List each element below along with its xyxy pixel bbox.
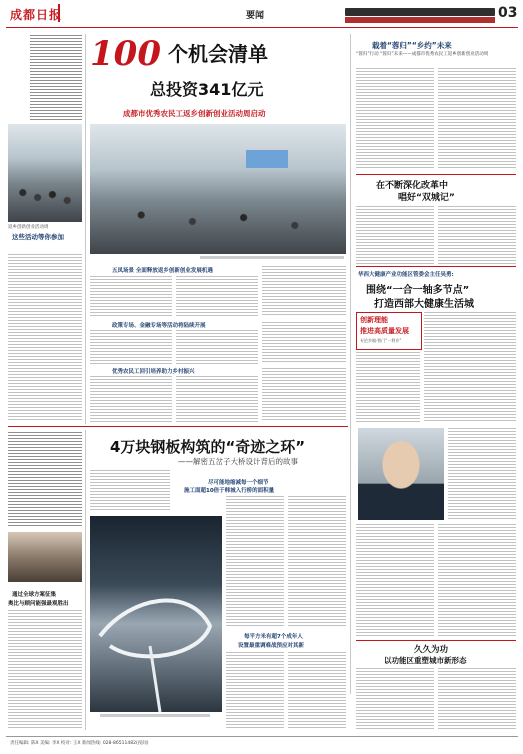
health-box-line-2: 推进高质量发展 xyxy=(360,327,409,335)
reform-sub: 唱好“双城记” xyxy=(398,193,455,203)
reform-text-a xyxy=(356,206,434,264)
bottom-right-text-b xyxy=(438,668,516,730)
steel-text-b xyxy=(226,496,284,628)
bottom-right-sub: 以功能区重塑城市新形态 xyxy=(384,656,467,665)
bottom-right-text-a xyxy=(356,668,434,730)
right-divider-2 xyxy=(356,266,516,267)
header-rule xyxy=(6,27,518,28)
column-divider-main xyxy=(350,34,351,694)
health-text-a xyxy=(424,312,516,422)
masthead-logo: 成都日报 xyxy=(10,8,63,22)
right-divider-3 xyxy=(356,640,516,641)
left-lower-photo xyxy=(8,532,82,582)
right-sub: “蓉归”行动 “蓉归”未来——成都市优秀农民工返乡创新创业活动周 xyxy=(356,52,489,57)
lead-text-3a xyxy=(90,376,172,422)
lead-title-number: 100 xyxy=(90,34,161,74)
right-kicker: 载着“蓉归”“乡约”未来 xyxy=(372,41,452,50)
health-text-c xyxy=(448,428,516,520)
left-lower-text-1 xyxy=(8,432,82,528)
lead-section-head-1: 五凤场景 全面释放返乡创新创业发展机遇 xyxy=(112,268,213,274)
left-lower-text-2 xyxy=(8,610,82,730)
header-info-bar xyxy=(345,8,495,16)
health-box-line-1: 创新理能 xyxy=(360,316,388,324)
lead-text-1b xyxy=(176,276,258,316)
lead-text-3c xyxy=(262,368,346,422)
left-lower-head: 通过全球方案征集 xyxy=(12,592,57,598)
steel-text-d xyxy=(226,652,284,730)
steel-subhead-1: 尽可能地缩减每一个细节 xyxy=(208,480,269,486)
health-title-2: 打造西部大健康生活城 xyxy=(374,299,474,310)
right-text-1a xyxy=(356,68,434,168)
health-portrait-photo xyxy=(358,428,444,520)
left-lower-head-2: 奥比与顾问能强最观胜出 xyxy=(8,601,69,607)
lead-section-head-2: 政策专场、金融专场等活动将陆续开展 xyxy=(112,323,206,329)
right-text-1b xyxy=(438,68,516,168)
lead-text-2b xyxy=(176,330,258,364)
steel-subhead-4: 设置最重调难战预应对其新 xyxy=(238,643,305,649)
lead-text-1c xyxy=(262,266,346,316)
lead-text-3b xyxy=(176,376,258,422)
health-text-b xyxy=(356,352,420,422)
mid-section-rule xyxy=(8,426,348,427)
bottom-right-title: 久久为功 xyxy=(414,645,449,655)
lead-photo xyxy=(90,124,346,254)
steel-deck: ——解密五岔子大桥设计背后的故事 xyxy=(178,457,298,466)
lead-deck: 成都市优秀农民工返乡创新创业活动周启动 xyxy=(123,109,266,118)
left-sidebar-label: 返乡创新创业活动周 xyxy=(8,225,49,230)
lead-text-2c xyxy=(262,322,346,364)
health-title-1: 围绕“一合一轴多节点” xyxy=(366,285,470,296)
column-divider-left-lower xyxy=(85,430,86,730)
right-divider-1 xyxy=(356,174,516,175)
lead-title: 个机会清单 xyxy=(168,42,268,66)
left-intro-text xyxy=(30,35,82,121)
section-name: 要闻 xyxy=(246,11,265,21)
steel-title: 4万块钢板构筑的“奇迹之环” xyxy=(110,438,306,456)
steel-subhead-2: 施工面超10倍于韩城入行桥的面积量 xyxy=(184,488,275,494)
lead-text-2a xyxy=(90,330,172,364)
health-text-d xyxy=(356,524,434,636)
lead-text-1a xyxy=(90,276,172,316)
steel-subhead-3: 每平方米有超7个成年人 xyxy=(244,634,303,640)
left-sidebar-heading: 这些活动等你参加 xyxy=(12,233,64,241)
footer-rule xyxy=(6,736,518,737)
health-text-e xyxy=(438,524,516,636)
bridge-photo-caption xyxy=(100,714,210,717)
lead-subtitle: 总投资341亿元 xyxy=(150,80,264,99)
lead-section-head-3: 优秀农民工回引培养助力乡村振兴 xyxy=(112,369,195,375)
health-box-line-3: 专论乡镇·智门“一利乡” xyxy=(360,338,402,343)
left-sidebar-text xyxy=(8,254,82,422)
footer-text: 责任编辑: 陈X 美编: 李X 校对: 王X 新闻热线: 028-86511482(夜间) xyxy=(10,741,149,746)
page-number: 03 xyxy=(498,5,518,21)
lead-photo-caption xyxy=(200,256,344,259)
bridge-ring-graphic xyxy=(90,516,222,712)
steel-text-a xyxy=(90,470,170,512)
reform-title: 在不断深化改革中 xyxy=(376,181,449,191)
health-kicker: 华西大健康产业功能区管委会主任吴勇: xyxy=(358,272,454,278)
reform-text-b xyxy=(438,206,516,264)
header-date-bar xyxy=(345,17,495,23)
steel-text-e xyxy=(288,652,346,730)
column-divider-left xyxy=(85,34,86,424)
steel-text-c xyxy=(288,496,346,628)
left-photo-event xyxy=(8,124,82,222)
lead-photo-screen xyxy=(246,150,288,168)
